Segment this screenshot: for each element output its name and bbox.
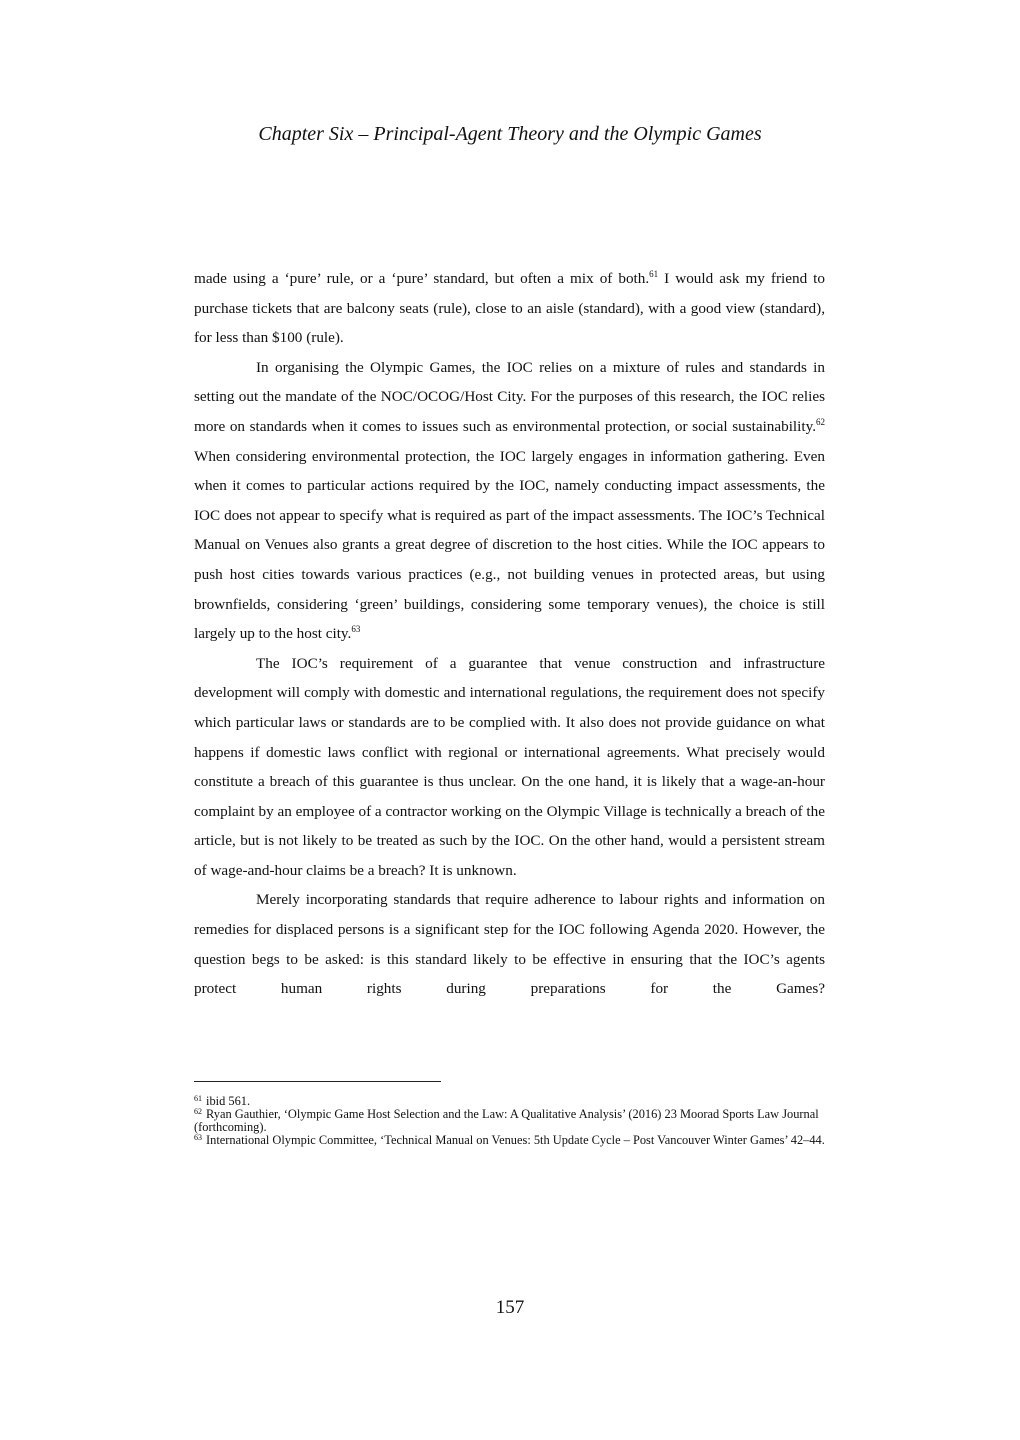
footnote-62	[194, 1108, 825, 1134]
footnote-number: 62	[194, 1107, 202, 1116]
paragraph-2	[194, 353, 825, 649]
footnote-separator	[194, 1081, 441, 1082]
running-header: Chapter Six – Principal-Agent Theory and the Olympic Games	[258, 123, 762, 145]
footnotes	[194, 1095, 825, 1147]
footnote-text: ibid 561.	[206, 1094, 251, 1108]
footnote-text: International Olympic Committee, ‘Technical Manual on Venues: 5th Update Cycle – Post Vancouver Winter Games’ 42–44.	[206, 1133, 825, 1147]
paragraph-1	[194, 264, 825, 353]
paragraph-1-text-a: made using a ‘pure’ rule, or a ‘pure’ standard, but often a mix of both.	[194, 270, 650, 287]
footnote-63	[194, 1134, 825, 1147]
footnote-ref-61: 61	[649, 269, 659, 279]
body-text	[194, 264, 825, 1004]
page-number: 157	[495, 1297, 525, 1318]
footnote-number: 63	[194, 1133, 202, 1142]
footnote-text: Ryan Gauthier, ‘Olympic Game Host Selection and the Law: A Qualitative Analysis’ (2016) 23 Moorad Sports Law Journal (forthcoming).	[194, 1107, 819, 1134]
paragraph-4: Merely incorporating standards that require adherence to labour rights and information on remedies for displaced persons is a significant step for the IOC following Agenda 2020. However, the question begs to be asked: is this standard likely to be effective in ensuring that the IOC’s agents protect human rights during preparations for the Games?	[194, 891, 825, 998]
footnote-number: 61	[194, 1094, 202, 1103]
footnote-ref-62: 62	[816, 416, 825, 427]
footnote-ref-63: 63	[351, 624, 361, 635]
paragraph-1-text-b: I would ask my friend to purchase tickets that are balcony seats (rule), close to an aisle (standard), with a good view (standard), for less than $100 (rule).	[194, 270, 825, 347]
paragraph-2-text-a: In organising the Olympic Games, the IOC relies on a mixture of rules and standards in setting out the mandate of the NOC/OCOG/Host City. For the purposes of this research, the IOC relies more on standards when it comes to issues such as environmental protection, or social sustainability.	[194, 358, 825, 435]
paragraph-2-text-b: When considering environmental protection, the IOC largely engages in information gathering. Even when it comes to particular actions required by the IOC, namely conducting impact assessments, the IOC does not appear to specify what is required as part of the impact assessments. The IOC’s Technical Manual on Venues also grants a great degree of discretion to the host cities. While the IOC appears to push host cities towards various practices (e.g., not building venues in protected areas, but using brownfields, considering ‘green’ buildings, considering some temporary venues), the choice is still largely up to the host city.	[194, 447, 825, 643]
paragraph-3: The IOC’s requirement of a guarantee that venue construction and infrastructure development will comply with domestic and international regulations, the requirement does not specify which particular laws or standards are to be complied with. It also does not provide guidance on what happens if domestic laws conflict with regional or international agreements. What precisely would constitute a breach of this guarantee is thus unclear. On the one hand, it is likely that a wage-an-hour complaint by an employee of a contractor working on the Olympic Village is technically a breach of the article, but is not likely to be treated as such by the IOC. On the other hand, would a persistent stream of wage-and-hour claims be a breach? It is unknown.	[194, 654, 825, 879]
